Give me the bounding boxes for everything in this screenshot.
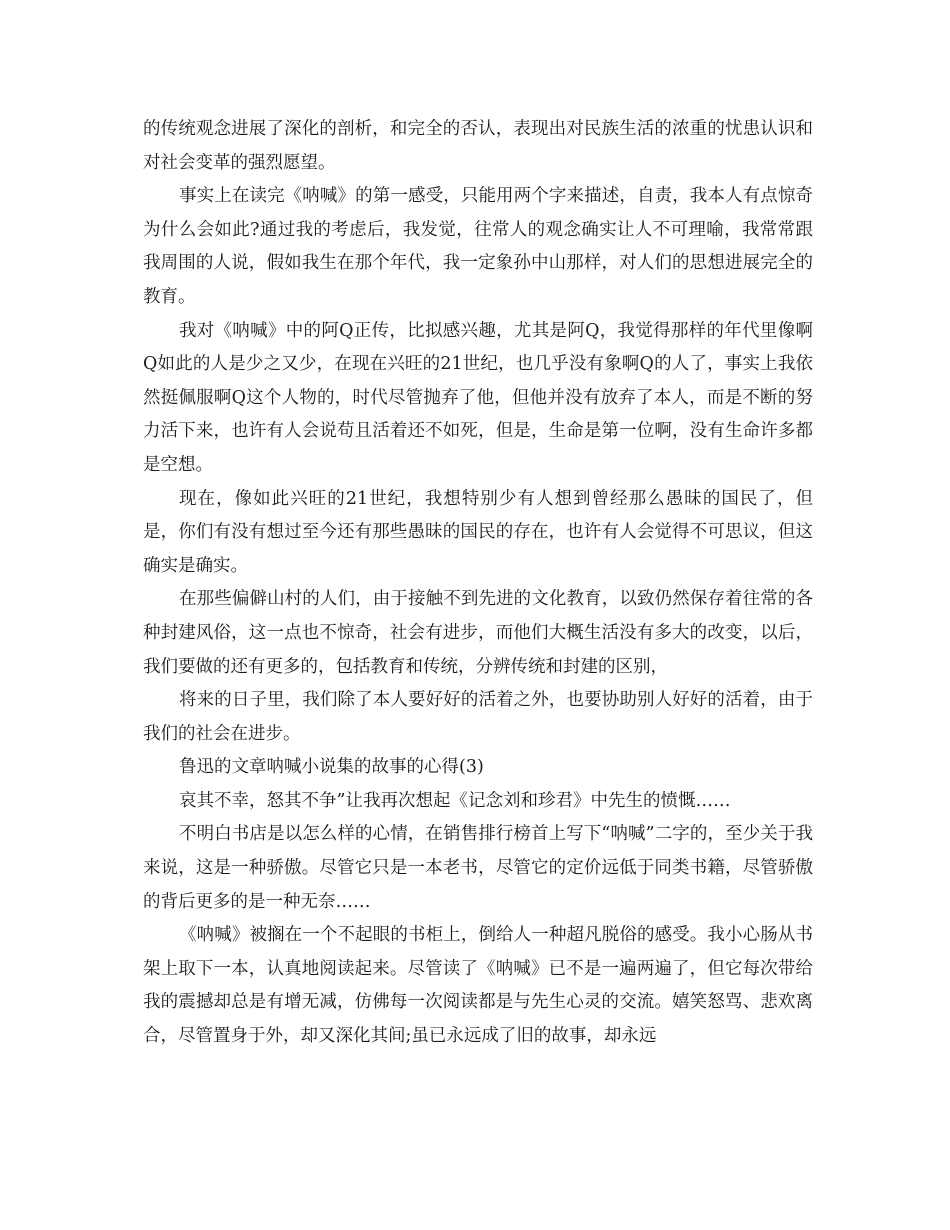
paragraph-7: 哀其不幸，怒其不争”让我再次想起《记念刘和珍君》中先生的愤慨…… bbox=[179, 790, 731, 811]
paragraph-2: 事实上在读完《呐喊》的第一感受，只能用两个字来描述，自责，我本人有点惊奇为什么会如此?通过我的考虑后，我发觉，往常人的观念确实让人不可理喻，我常常跟我周围的人说，假如我生在那个年代，我一定象孙中山那样，对人们的思想进展完全的教育。 bbox=[143, 186, 813, 307]
paragraph-6: 将来的日子里，我们除了本人要好好的活着之外，也要协助别人好好的活着，由于我们的社会在进步。 bbox=[143, 690, 813, 744]
paragraph-1: 的传统观念进展了深化的剖析，和完全的否认，表现出对民族生活的浓重的忧患认识和对社会变革的强烈愿望。 bbox=[143, 119, 813, 173]
section-heading: 鲁迅的文章呐喊小说集的故事的心得(3) bbox=[179, 757, 484, 778]
paragraph-3: 我对《呐喊》中的阿Q正传，比拟感兴趣，尤其是阿Q，我觉得那样的年代里像啊Q如此的人是少之又少，在现在兴旺的21世纪，也几乎没有象啊Q的人了，事实上我依然挺佩服啊Q这个人物的，时代尽管抛弃了他，但他并没有放弃了本人，而是不断的努力活下来，也许有人会说苟且活着还不如死，但是，生命是第一位啊，没有生命许多都是空想。 bbox=[143, 320, 813, 475]
document-page bbox=[143, 113, 813, 1054]
paragraph-9: 《呐喊》被搁在一个不起眼的书柜上，倒给人一种超凡脱俗的感受。我小心肠从书架上取下一本，认真地阅读起来。尽管读了《呐喊》已不是一遍两遍了，但它每次带给我的震撼却总是有增无减，仿佛每一次阅读都是与先生心灵的交流。嬉笑怒骂、悲欢离合，尽管置身于外，却又深化其间;虽已永远成了旧的故事，却永远 bbox=[143, 925, 813, 1047]
paragraph-5: 在那些偏僻山村的人们，由于接触不到先进的文化教育，以致仍然保存着往常的各种封建风俗，这一点也不惊奇，社会有进步，而他们大概生活没有多大的改变，以后，我们要做的还有更多的，包括教育和传统，分辨传统和封建的区别， bbox=[143, 589, 813, 677]
paragraph-4: 现在，像如此兴旺的21世纪，我想特别少有人想到曾经那么愚昧的国民了，但是，你们有没有想过至今还有那些愚昧的国民的存在，也许有人会觉得不可思议，但这确实是确实。 bbox=[143, 488, 813, 576]
paragraph-8: 不明白书店是以怎么样的心情，在销售排行榜首上写下“呐喊”二字的，至少关于我来说，这是一种骄傲。尽管它只是一本老书，尽管它的定价远低于同类书籍，尽管骄傲的背后更多的是一种无奈…… bbox=[143, 824, 813, 912]
